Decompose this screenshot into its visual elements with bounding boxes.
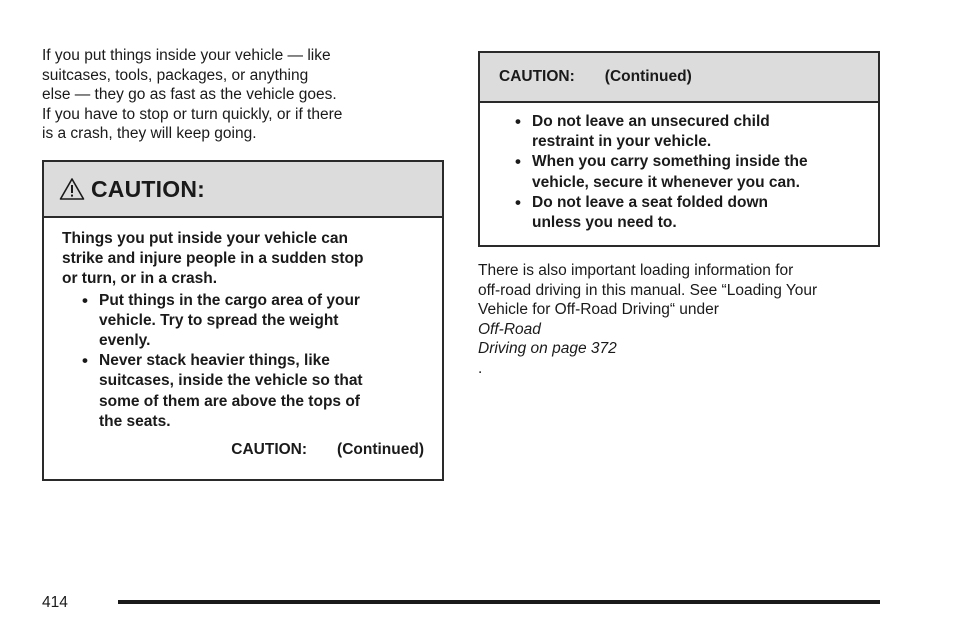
- paragraph-text: .: [478, 359, 483, 377]
- paragraph-line: There is also important loading information for: [478, 262, 794, 279]
- bullet-line: suitcases, inside the vehicle so that: [99, 372, 363, 390]
- intro-paragraph: [42, 46, 422, 144]
- cross-reference-link[interactable]: Off-Road: [478, 320, 541, 338]
- intro-line: If you put things inside your vehicle — like: [42, 47, 331, 64]
- caution-bullet: [75, 351, 424, 432]
- caution-bullet: [508, 193, 860, 233]
- caution-body: [480, 103, 878, 233]
- footer-rule: [118, 600, 880, 604]
- warning-triangle-icon: [59, 177, 85, 201]
- page-number: 414: [42, 594, 68, 611]
- intro-line: else — they go as fast as the vehicle goes.: [42, 86, 337, 104]
- caution-intro: [62, 229, 424, 290]
- bullet-line: restraint in your vehicle.: [532, 133, 712, 151]
- bullet-line: • Do not leave an unsecured child: [532, 113, 770, 130]
- paragraph-line: [478, 339, 878, 378]
- intro-line: is a crash, they will keep going.: [42, 125, 257, 143]
- caution-continued-header: [480, 53, 878, 103]
- bullet-line: some of them are above the tops of: [99, 392, 360, 410]
- caution-heading: CAUTION:: [91, 175, 206, 202]
- caution-bullet: [75, 291, 424, 352]
- caution-bullet: [508, 152, 860, 192]
- cross-reference-link[interactable]: Driving on page 372: [478, 340, 617, 358]
- caution-continued-note: [62, 440, 424, 460]
- continued-label: CAUTION:: [231, 441, 308, 459]
- caution-bullet: [508, 112, 860, 152]
- paragraph-line: [478, 300, 878, 339]
- caution-box: [42, 160, 444, 481]
- intro-line: If you have to stop or turn quickly, or if there: [42, 105, 343, 123]
- caution-bullet-list: [62, 291, 424, 432]
- bullet-line: • Put things in the cargo area of your: [99, 291, 360, 309]
- loading-info-paragraph: [478, 261, 878, 379]
- continued-text: (Continued): [337, 441, 424, 459]
- bullet-line: • Never stack heavier things, like: [99, 352, 330, 370]
- bullet-line: vehicle, secure it whenever you can.: [532, 173, 800, 191]
- bullet-line: • When you carry something inside the: [532, 153, 808, 171]
- caution-bullet-list: [508, 112, 860, 233]
- paragraph-text: Vehicle for Off-Road Driving“ under: [478, 301, 719, 319]
- bullet-line: the seats.: [99, 412, 171, 430]
- bullet-line: evenly.: [99, 332, 151, 350]
- bullet-line: unless you need to.: [532, 214, 677, 232]
- paragraph-line: off-road driving in this manual. See “Loading Your: [478, 281, 818, 299]
- caution-continued-box: [478, 51, 880, 247]
- caution-header: [44, 162, 442, 218]
- bullet-line: • Do not leave a seat folded down: [532, 193, 768, 211]
- bullet-line: vehicle. Try to spread the weight: [99, 311, 339, 329]
- intro-line: suitcases, tools, packages, or anything: [42, 66, 309, 84]
- caution-intro-line: Things you put inside your vehicle can: [62, 230, 348, 247]
- caution-intro-line: or turn, or in a crash.: [62, 270, 218, 288]
- continued-text: (Continued): [604, 68, 692, 85]
- caution-heading: CAUTION:: [499, 68, 575, 85]
- caution-intro-line: strike and injure people in a sudden stop: [62, 250, 364, 268]
- caution-body: [44, 218, 442, 460]
